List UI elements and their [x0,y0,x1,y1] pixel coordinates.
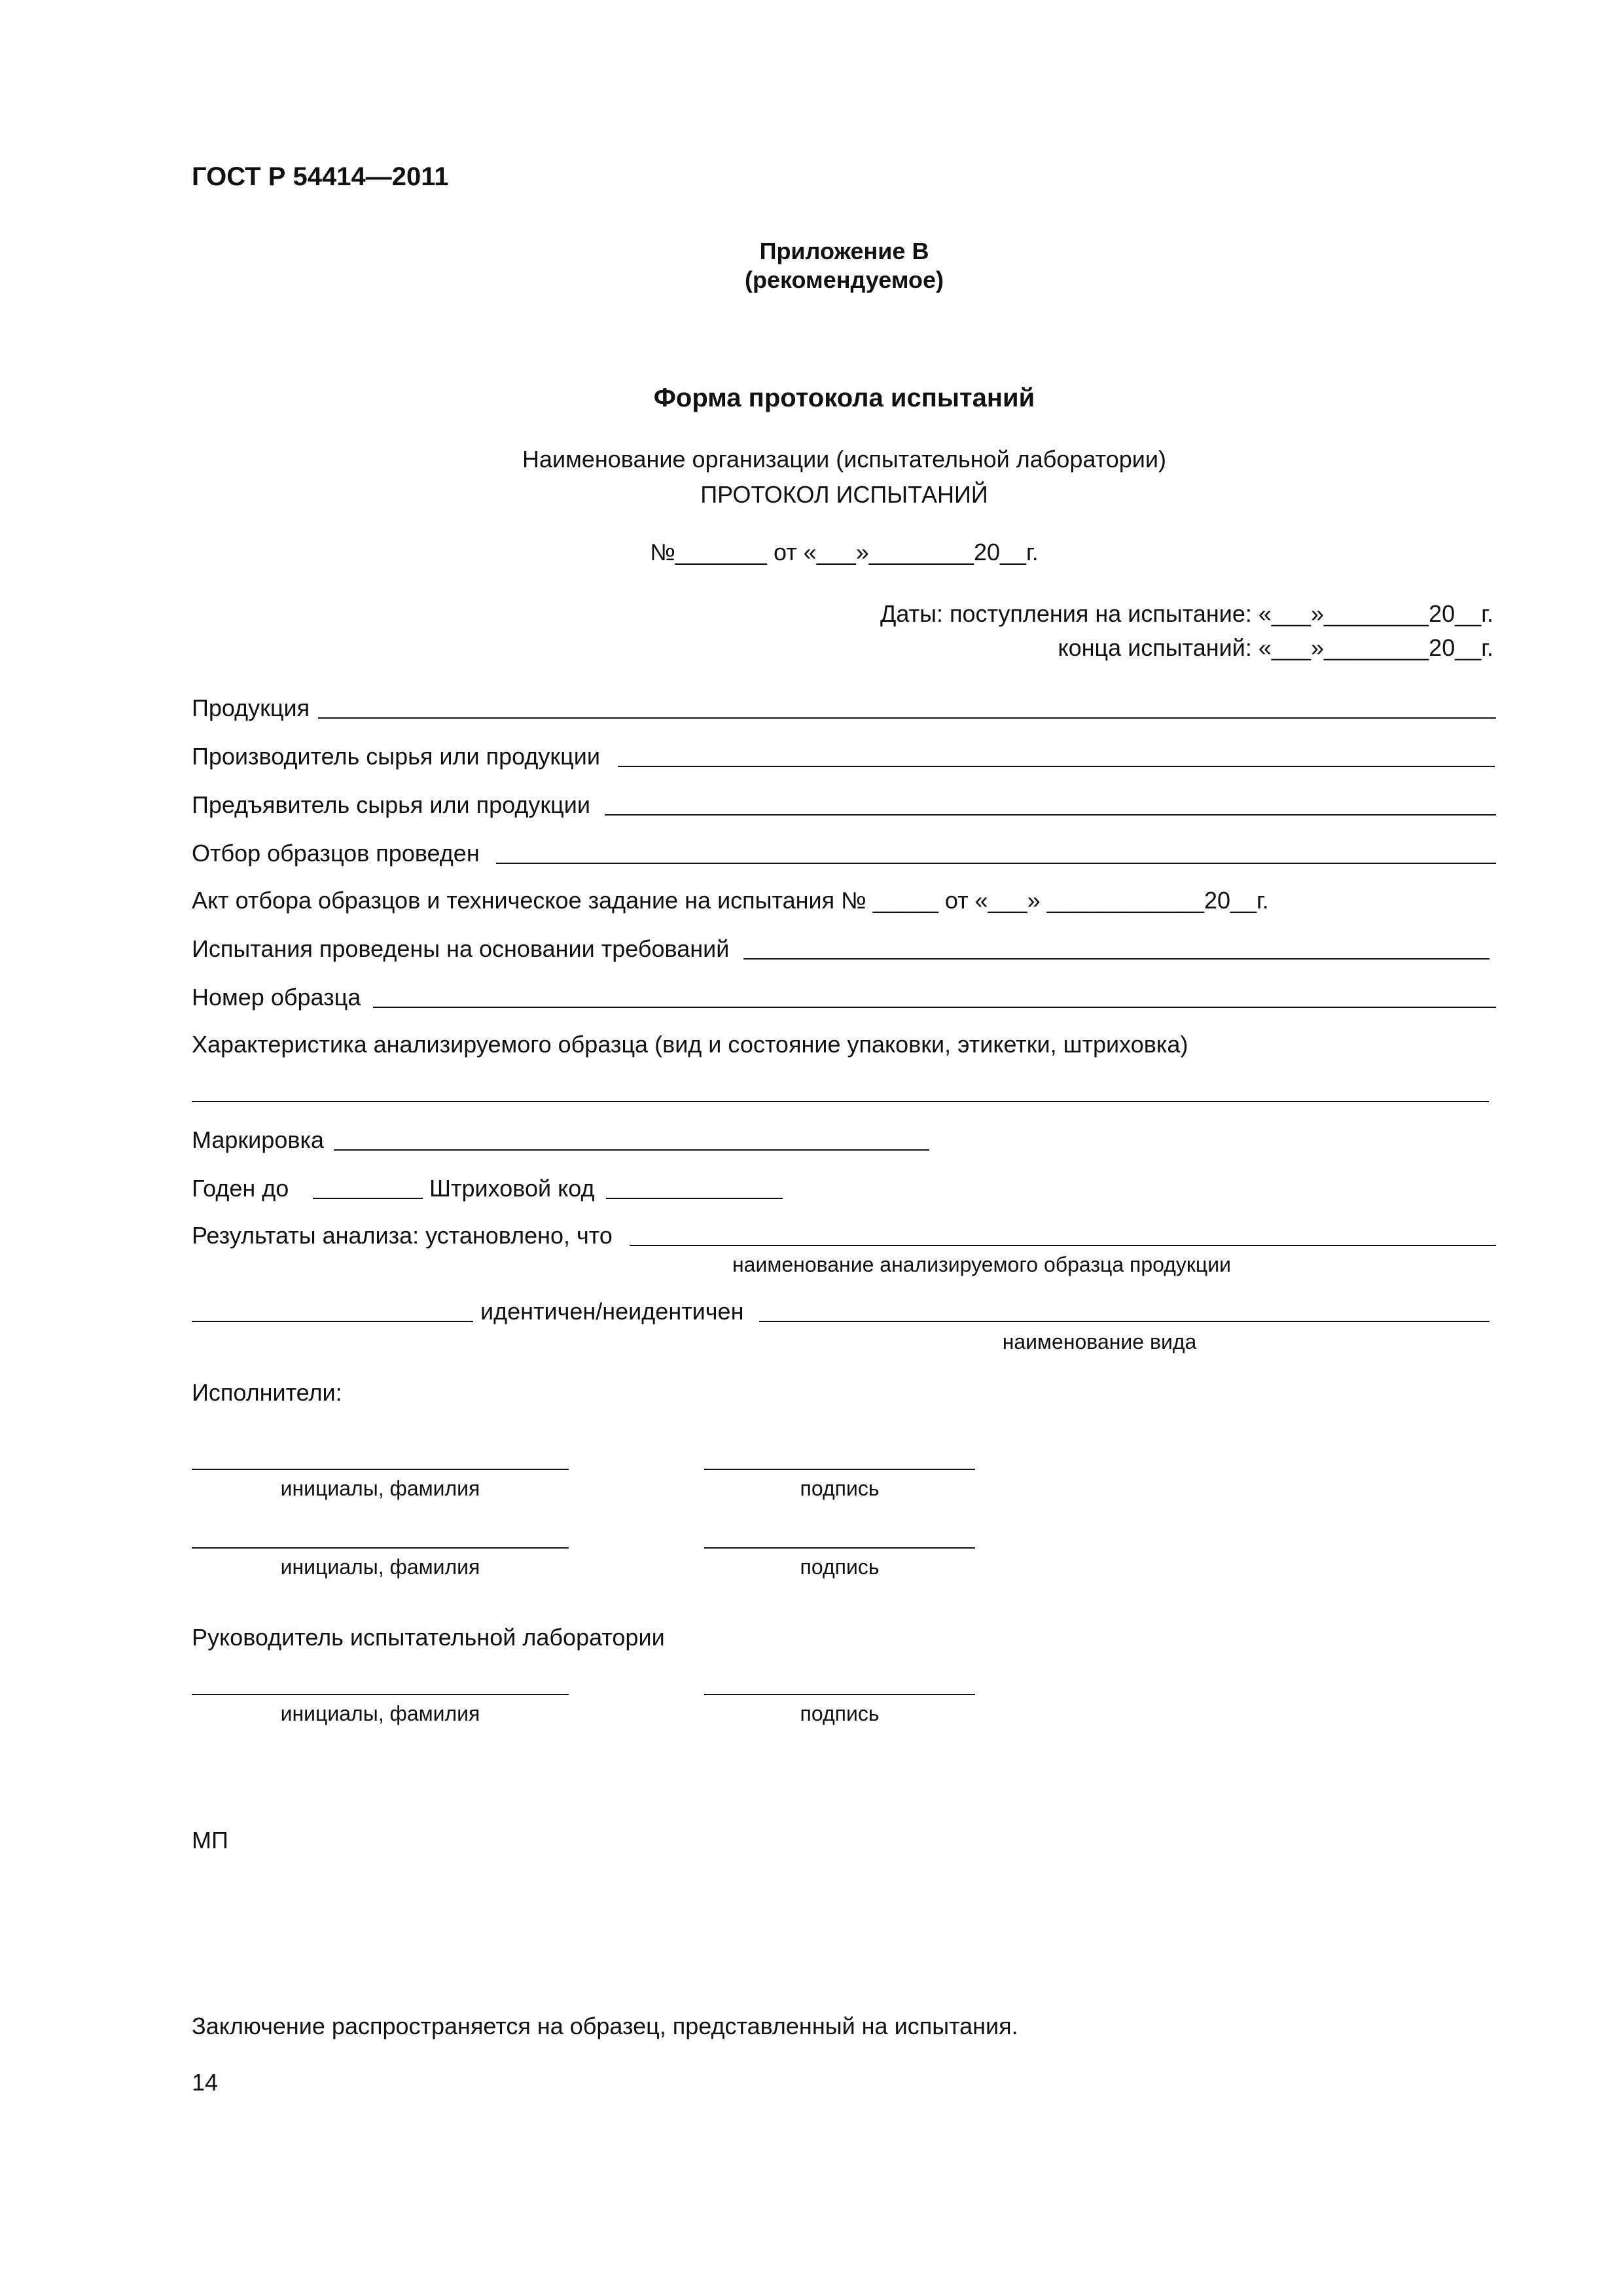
protocol-number-line: №_______ от «___»________20__г. [650,539,1039,565]
act-line: Акт отбора образцов и техническое задание на испытания № _____ от «___» ____________20__г. [192,887,1269,914]
executor-1-initials-line [192,1469,569,1470]
sample-number-line [373,1007,1496,1008]
protocol-title: ПРОТОКОЛ ИСПЫТАНИЙ [700,481,988,508]
basis-label: Испытания проведены на основании требований [192,935,730,962]
sample-number-label: Номер образца [192,984,361,1011]
executors-label: Исполнители: [192,1379,342,1406]
executor-1-initials-caption: инициалы, фамилия [280,1477,480,1500]
product-line [318,717,1496,719]
appendix-note: (рекомендуемое) [745,266,944,293]
identical-right-line [759,1321,1489,1322]
form-title: Форма протокола испытаний [653,384,1035,412]
basis-line [743,958,1489,960]
valid-until-line [313,1198,423,1199]
executor-1-signature-caption: подпись [800,1477,880,1500]
sampling-line [496,863,1496,864]
lab-head-initials-caption: инициалы, фамилия [280,1702,480,1725]
marking-label: Маркировка [192,1126,325,1153]
appendix-title: Приложение В [759,238,929,264]
identical-caption: наименование вида [1002,1330,1197,1354]
manufacturer-line [618,766,1495,767]
stamp-label: МП [192,1827,228,1854]
executor-2-signature-line [704,1547,975,1549]
executor-2-initials-line [192,1547,569,1549]
identical-left-line [192,1321,473,1322]
lab-head-initials-line [192,1694,569,1695]
executor-1-signature-line [704,1469,975,1470]
lab-head-signature-line [704,1694,975,1695]
lab-head-signature-caption: подпись [800,1702,880,1725]
conclusion-text: Заключение распространяется на образец, представленный на испытания. [192,2013,1018,2039]
results-label: Результаты анализа: установлено, что [192,1222,613,1249]
identical-label: идентичен/неидентичен [480,1298,744,1325]
presenter-line [605,814,1496,816]
executor-2-signature-caption: подпись [800,1555,880,1579]
valid-until-label: Годен до [192,1175,289,1202]
results-caption: наименование анализируемого образца продукции [732,1253,1231,1276]
standard-code: ГОСТ Р 54414—2011 [192,162,449,191]
presenter-label: Предъявитель сырья или продукции [192,791,590,818]
sampling-label: Отбор образцов проведен [192,840,480,867]
date-end: конца испытаний: «___»________20__г. [1058,634,1493,661]
page-number: 14 [192,2069,219,2096]
date-received: Даты: поступления на испытание: «___»________20__г. [880,600,1493,627]
barcode-line [606,1198,783,1199]
executor-2-initials-caption: инициалы, фамилия [280,1555,480,1579]
organization-name: Наименование организации (испытательной лаборатории) [522,446,1167,473]
product-label: Продукция [192,694,310,721]
characteristics-line [192,1101,1489,1102]
lab-head-label: Руководитель испытательной лаборатории [192,1624,665,1651]
manufacturer-label: Производитель сырья или продукции [192,743,600,770]
characteristics-label: Характеристика анализируемого образца (вид и состояние упаковки, этикетки, штриховка) [192,1031,1188,1058]
marking-line [334,1149,929,1151]
barcode-label: Штриховой код [429,1175,595,1202]
results-line [630,1245,1496,1246]
